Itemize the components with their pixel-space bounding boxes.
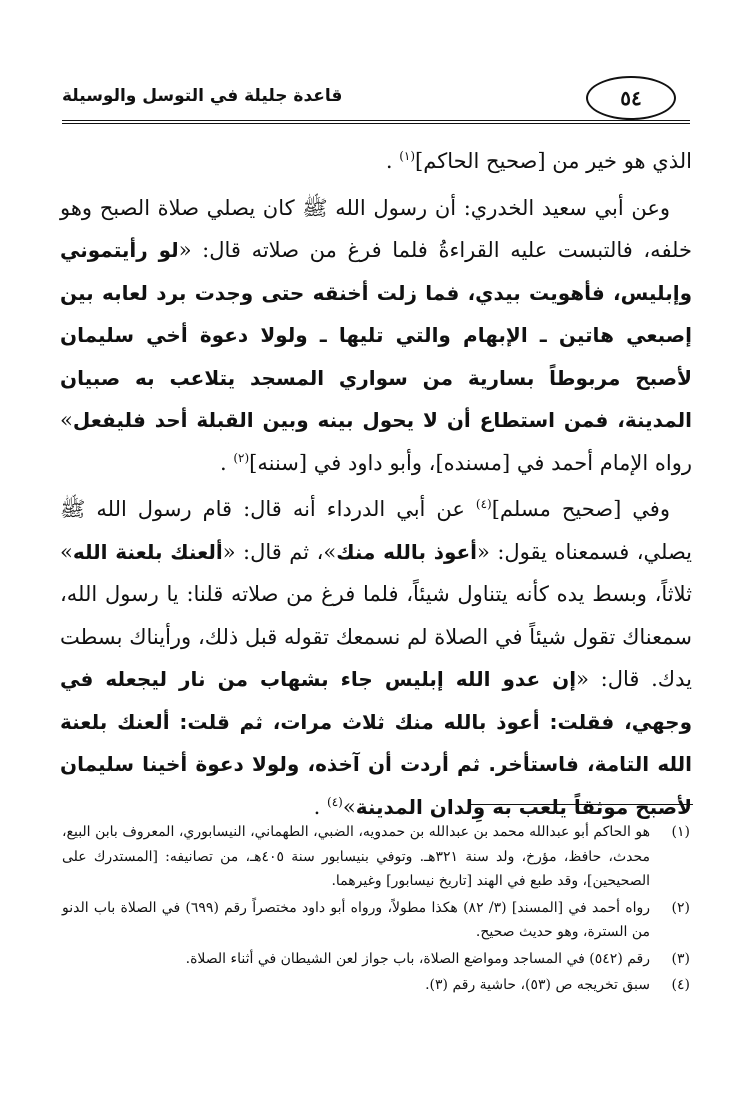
footnote-ref: (١) bbox=[399, 149, 416, 163]
text-run: الذي هو خير من [صحيح الحاكم] bbox=[415, 149, 692, 173]
text-run: »، ثم قال: « bbox=[222, 539, 337, 564]
footnote-number: (٤) bbox=[671, 977, 690, 993]
header-rule bbox=[62, 120, 690, 124]
text-run: . bbox=[385, 149, 400, 173]
hadith-quote: أعوذ بالله منك bbox=[336, 539, 478, 564]
text-run: » رواه الإمام أحمد في [مسنده]، وأبو داود في [سننه] bbox=[60, 408, 692, 475]
footnote-number: (٢) bbox=[671, 899, 690, 916]
footnote bbox=[62, 973, 690, 998]
body-text bbox=[60, 140, 692, 828]
text-run: عن أبي الدرداء أنه قال: قام رسول الله ﷺ يصلي، فسمعناه يقول: « bbox=[60, 497, 692, 564]
hadith-quote: إن عدو الله إبليس جاء بشهاب من نار ليجعله في وجهي، فقلت: أعوذ بالله منك ثلاث مرات، ثم قلت: ألعنك بلعنة الله التامة، فاستأخر. ثم أردت أن آخذه، ولولا دعوة أخينا سليمان لأصبح موثقاً يلعب به وِلدان المدينة bbox=[60, 667, 692, 819]
footnote-text: رواه أحمد في [المسند] (٣/ ٨٢) هكذا مطولاً، ورواه أبو داود مختصراً رقم (٦٩٩) في الصلاة باب الدنو من السترة، وهو حديث صحيح. bbox=[62, 899, 651, 940]
text-run: وعن أبي سعيد الخدري: أن رسول الله ﷺ كان يصلي صلاة الصبح وهو خلفه، فالتبست عليه القراءةُ فلما فرغ من صلاته قال: « bbox=[60, 195, 692, 262]
text-run: وفي [صحيح مسلم] bbox=[491, 497, 670, 521]
footnote-ref: (٤) bbox=[475, 497, 492, 511]
footnote-text: سبق تخريجه ص (٥٣)، حاشية رقم (٣). bbox=[425, 977, 650, 993]
footnote-number: (١) bbox=[671, 824, 690, 840]
running-title: قاعدة جليلة في التوسل والوسيلة bbox=[62, 86, 343, 106]
footnote-separator bbox=[468, 804, 693, 805]
footnotes bbox=[62, 820, 690, 1000]
text-run: . bbox=[219, 450, 234, 475]
paragraph-3 bbox=[60, 488, 692, 828]
hadith-quote: ألعنك بلعنة الله bbox=[72, 539, 223, 564]
footnote-number: (٣) bbox=[671, 950, 690, 967]
footnote bbox=[62, 820, 690, 894]
text-run: » bbox=[342, 794, 356, 819]
footnote-text: هو الحاكم أبو عبدالله محمد بن عبدالله بن حمدويه، الضبي، الطهماني، النيسابوري، المعروف بابن البيع، محدث، حافظ، مؤرخ، ولد سنة ٣٢١هـ. وتوفي بنيسابور سنة ٤٠٥هـ، من تصانيفه: [المستدرك على الصحيحين]، وقد طبع في الهند [تاريخ نيسابور] وغيرهما. bbox=[62, 824, 651, 889]
page-header bbox=[62, 82, 690, 126]
footnote-text: رقم (٥٤٢) في المساجد ومواضع الصلاة، باب جواز لعن الشيطان في أثناء الصلاة. bbox=[185, 950, 650, 967]
text-run: . bbox=[313, 794, 328, 819]
footnote-ref: (٤) bbox=[327, 794, 343, 809]
text-run: » ثلاثاً، وبسط يده كأنه يتناول شيئاً، فلما فرغ من صلاته قلنا: يا رسول الله، سمعناك تقول شيئاً في الصلاة لم نسمعك تقوله قبل ذلك، ورأيناك بسطت يدك. قال: « bbox=[60, 539, 692, 691]
footnote bbox=[62, 896, 690, 945]
page-number: ٥٤ bbox=[586, 76, 676, 120]
paragraph-2 bbox=[60, 187, 692, 485]
hadith-quote: لو رأيتموني وإبليس، فأهويت بيدي، فما زلت أخنقه حتى وجدت برد لعابه بين إصبعي هاتين ـ الإبهام والتي تليها ـ ولولا دعوة أخي سليمان لأصبح مربوطاً بسارية من سواري المسجد يتلاعب به صبيان المدينة، فمن استطاع أن لا يحول بينه وبين القبلة أحد فليفعل bbox=[60, 238, 692, 432]
paragraph-1 bbox=[60, 140, 692, 183]
footnote-ref: (٢) bbox=[233, 450, 250, 465]
footnote bbox=[62, 947, 690, 972]
